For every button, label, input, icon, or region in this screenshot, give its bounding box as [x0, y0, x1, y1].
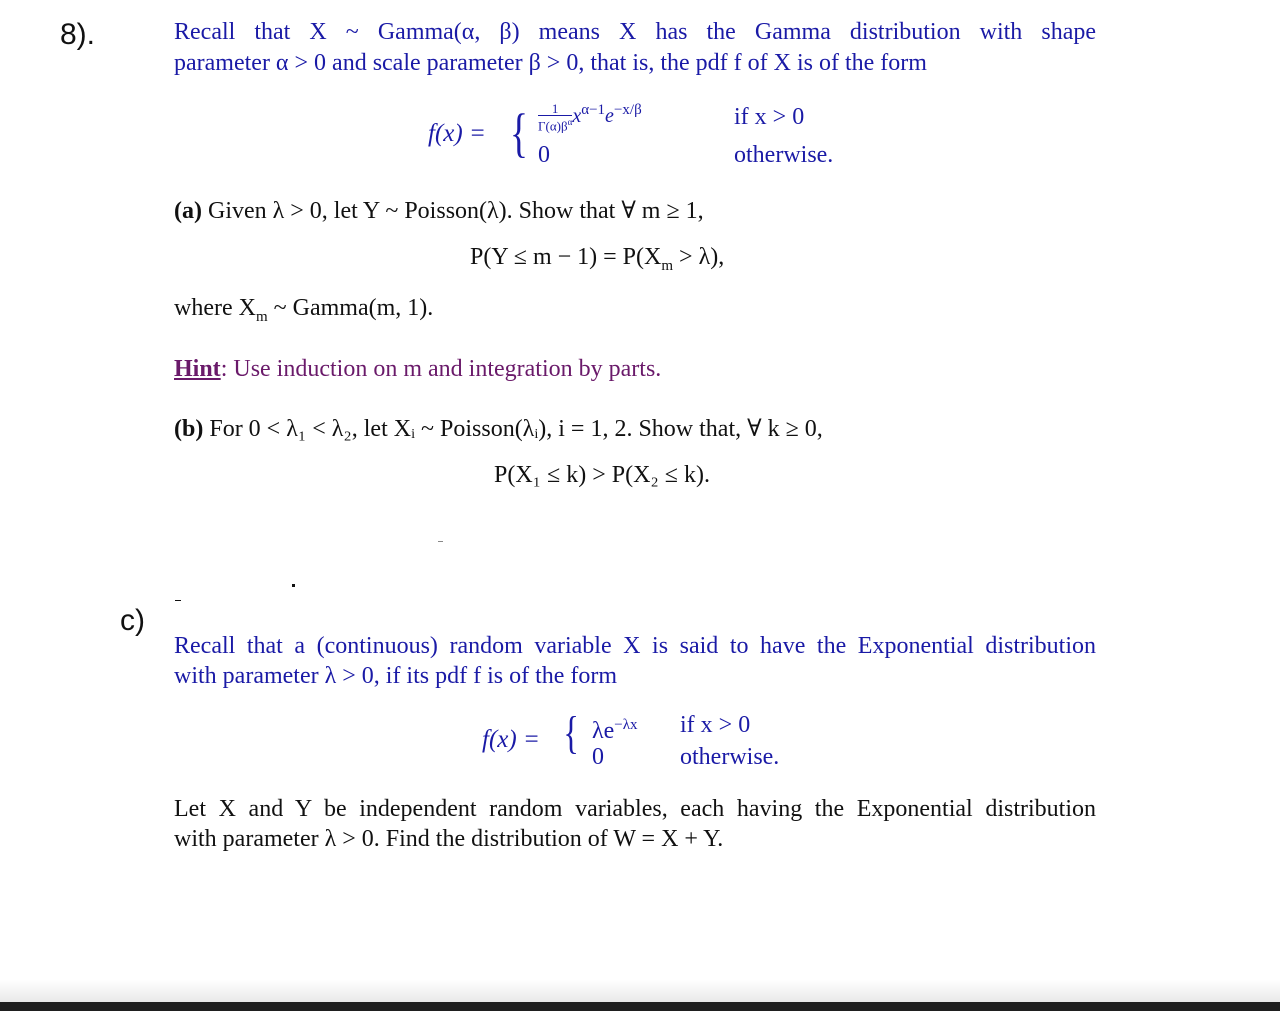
exp-case2-condition: otherwise.	[680, 744, 780, 770]
hint-line	[174, 354, 661, 385]
gamma-intro-line2: parameter α > 0 and scale parameter β > 0, that is, the pdf f of X is of the form	[174, 50, 927, 76]
gamma-cases-brace: {	[509, 103, 529, 163]
scan-speck	[438, 541, 443, 542]
hint-text: : Use induction on m and integration by parts.	[220, 356, 662, 382]
scan-speck	[292, 584, 295, 587]
gamma-case2-value: 0	[538, 142, 550, 168]
gamma-fraction: $\frac{1}{\Gamma(\alpha)\beta^\alpha}$	[538, 101, 573, 134]
exp-intro-line2: with parameter λ > 0, if its pdf f is of the form	[174, 663, 618, 689]
part-a-equation: $P(Y \le m - 1) = P(X_m > \lambda)$,	[470, 244, 725, 274]
exp-question-line1: Let X and Y be independent random variables, each having the Exponential distribution	[174, 796, 1096, 822]
exp-case1-condition: if x > 0	[680, 712, 751, 738]
hint-label: Hint	[174, 356, 221, 382]
exp-pdf-lhs: f(x) =	[482, 726, 540, 753]
gamma-case1-condition: if x > 0	[734, 104, 805, 130]
part-c-label: c)	[120, 604, 145, 637]
part-a-label: (a)	[174, 198, 202, 224]
exp-intro-line1: Recall that a (continuous) random variable X is said to have the Exponential distribution	[174, 633, 1096, 659]
gamma-case1-expression: $\frac{1}{\Gamma(\alpha)\beta^\alpha}$ $x^{\alpha-1}e^{-x/\beta}$	[538, 101, 642, 134]
part-b-equation: P(X₁ ≤ k) > P(X₂ ≤ k).	[494, 462, 710, 488]
gamma-intro-line1: Recall that X ~ Gamma(α, β) means X has the Gamma distribution with shape	[174, 19, 1096, 45]
page-edge-shadow	[0, 980, 1280, 1002]
part-a-text: Given λ > 0, let Y ~ Poisson(λ). Show that ∀ m ≥ 1,	[207, 198, 704, 224]
part-b-label: (b)	[174, 416, 204, 442]
exp-case2-value: 0	[592, 744, 604, 770]
gamma-pdf-lhs: f(x) =	[428, 120, 486, 147]
bottom-toolbar-edge	[0, 1002, 1280, 1011]
exp-case1-expression: $\lambda e^{-\lambda x}$	[592, 717, 638, 744]
exp-cases-brace: {	[563, 707, 579, 758]
scan-speck	[175, 600, 181, 601]
part-a-where: where $X_m$ ~ Gamma(m, 1).	[174, 295, 434, 325]
part-b-text: For 0 < λ₁ < λ₂, let Xᵢ ~ Poisson(λᵢ), i = 1, 2. Show that, ∀ k ≥ 0,	[209, 416, 823, 442]
part-a-statement	[174, 196, 704, 227]
gamma-case2-condition: otherwise.	[734, 142, 834, 168]
part-b-statement	[174, 414, 823, 445]
exp-question-line2: with parameter λ > 0. Find the distribution of W = X + Y.	[174, 826, 724, 852]
problem-number: 8).	[60, 18, 96, 51]
